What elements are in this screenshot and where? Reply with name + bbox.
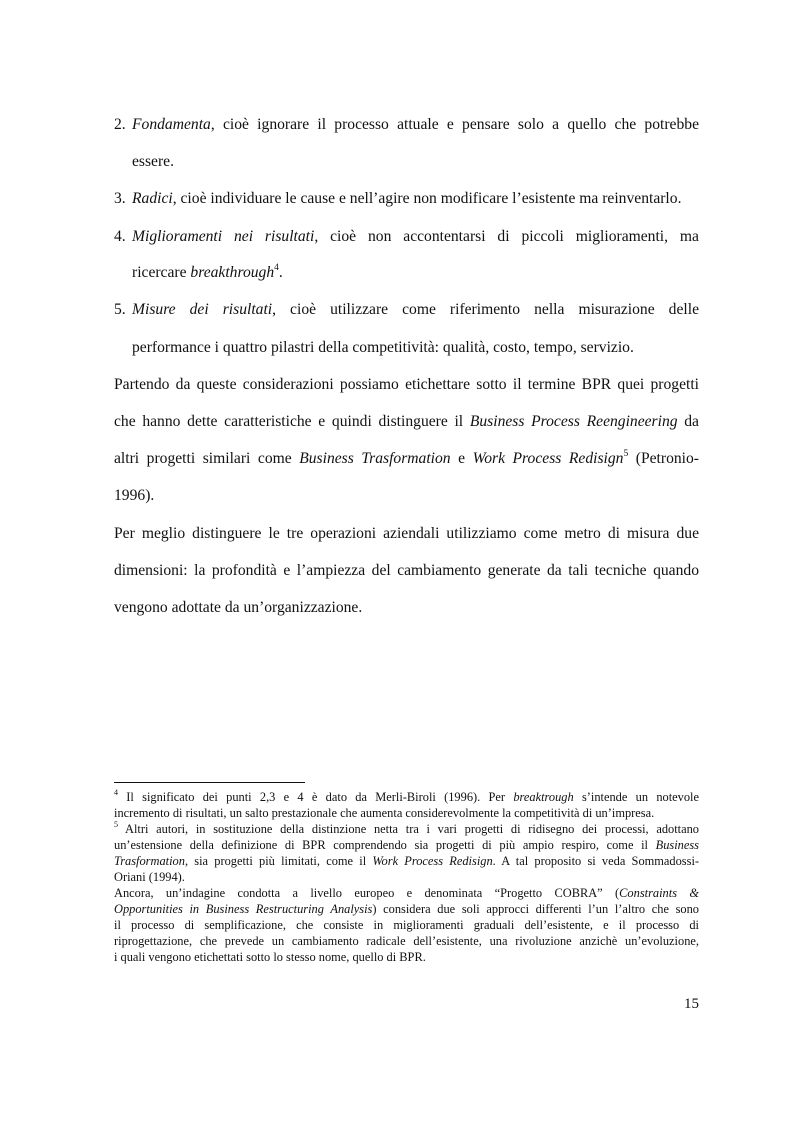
footnote-cobra-line-3: il processo di semplificazione, che consiste in miglioramenti graduali dell’esistente, e il processo di <box>114 918 699 932</box>
paragraph-1-line-1: Partendo da queste considerazioni possiamo etichettare sotto il termine BPR quei progetti <box>114 376 699 393</box>
paragraph-2-line-2: dimensioni: la profondità e l’ampiezza del cambiamento generate da tali tecniche quando <box>114 562 699 579</box>
footnote-4-line-1: $^4$ Il significato dei punti 2,3 e 4 è dato da Merli-Biroli (1996). Per breaktrough s’intende un notevole <box>114 787 699 804</box>
footnote-ref-4: 4 <box>274 262 279 273</box>
footnote-separator <box>114 782 305 783</box>
paragraph-1-line-4: 1996). <box>114 487 155 504</box>
footnote-4-line-2: incremento di risultati, un salto prestazionale che aumenta considerevolmente la competitività di un’impresa. <box>114 806 655 820</box>
footnote-5-line-2: un’estensione della definizione di BPR comprendendo sia progetti di più ampio respiro, come il Business <box>114 838 699 852</box>
footnote-cobra-line-4: riprogettazione, che prevede un cambiamento radicale dell’esistente, una rivoluzione anzichè un’evoluzione, <box>114 934 699 948</box>
paragraph-2-line-1: Per meglio distinguere le tre operazioni aziendali utilizziamo come metro di misura due <box>114 525 699 542</box>
footnote-ref-5: 5 <box>623 448 629 459</box>
paragraph-1-line-2: che hanno dette caratteristiche e quindi distinguere il Business Process Reengineering da <box>114 413 699 430</box>
footnote-cobra-line-5: i quali vengono etichettati sotto lo stesso nome, quello di BPR. <box>114 950 426 964</box>
footnote-5-line-3: Trasformation, sia progetti più limitati, come il Work Process Redisign. A tal proposito si veda Sommadossi- <box>114 854 700 868</box>
list-item-2-line-1: 2. Fondamenta, cioè ignorare il processo attuale e pensare solo a quello che potrebbe <box>114 116 699 133</box>
list-item-5-line-2: performance i quattro pilastri della competitività: qualità, costo, tempo, servizio. <box>132 339 634 356</box>
paragraph-2-line-3: vengono adottate da un’organizzazione. <box>114 599 363 616</box>
list-item-4-line-1: 4. Miglioramenti nei risultati, cioè non accontentarsi di piccoli miglioramenti, ma <box>114 228 699 245</box>
paragraph-1-line-3: altri progetti similari come Business Trasformation e Work Process Redisign$^5$ (Petronio- <box>114 448 699 467</box>
list-item-4-line-2: ricercare breakthrough$^4$. <box>132 262 283 281</box>
page-number: 15 <box>684 996 699 1012</box>
footnote-5-line-1: $^5$ Altri autori, in sostituzione della distinzione netta tra i vari progetti di ridisegno dei processi, adottano <box>114 819 699 836</box>
footnote-cobra-line-2: Opportunities in Business Restructuring Analysis) considera due soli approcci differenti l’un l’altro che sono <box>114 902 700 916</box>
footnote-cobra-line-1: Ancora, un’indagine condotta a livello europeo e denominata “Progetto COBRA” (Constraints & <box>114 886 700 900</box>
footnote-5-line-4: Oriani (1994). <box>114 870 185 884</box>
list-item-3: 3. Radici, cioè individuare le cause e nell’agire non modificare l’esistente ma reinventarlo. <box>114 190 682 207</box>
list-item-5-line-1: 5. Misure dei risultati, cioè utilizzare come riferimento nella misurazione delle <box>114 301 699 318</box>
list-item-2-line-2: essere. <box>132 153 174 170</box>
